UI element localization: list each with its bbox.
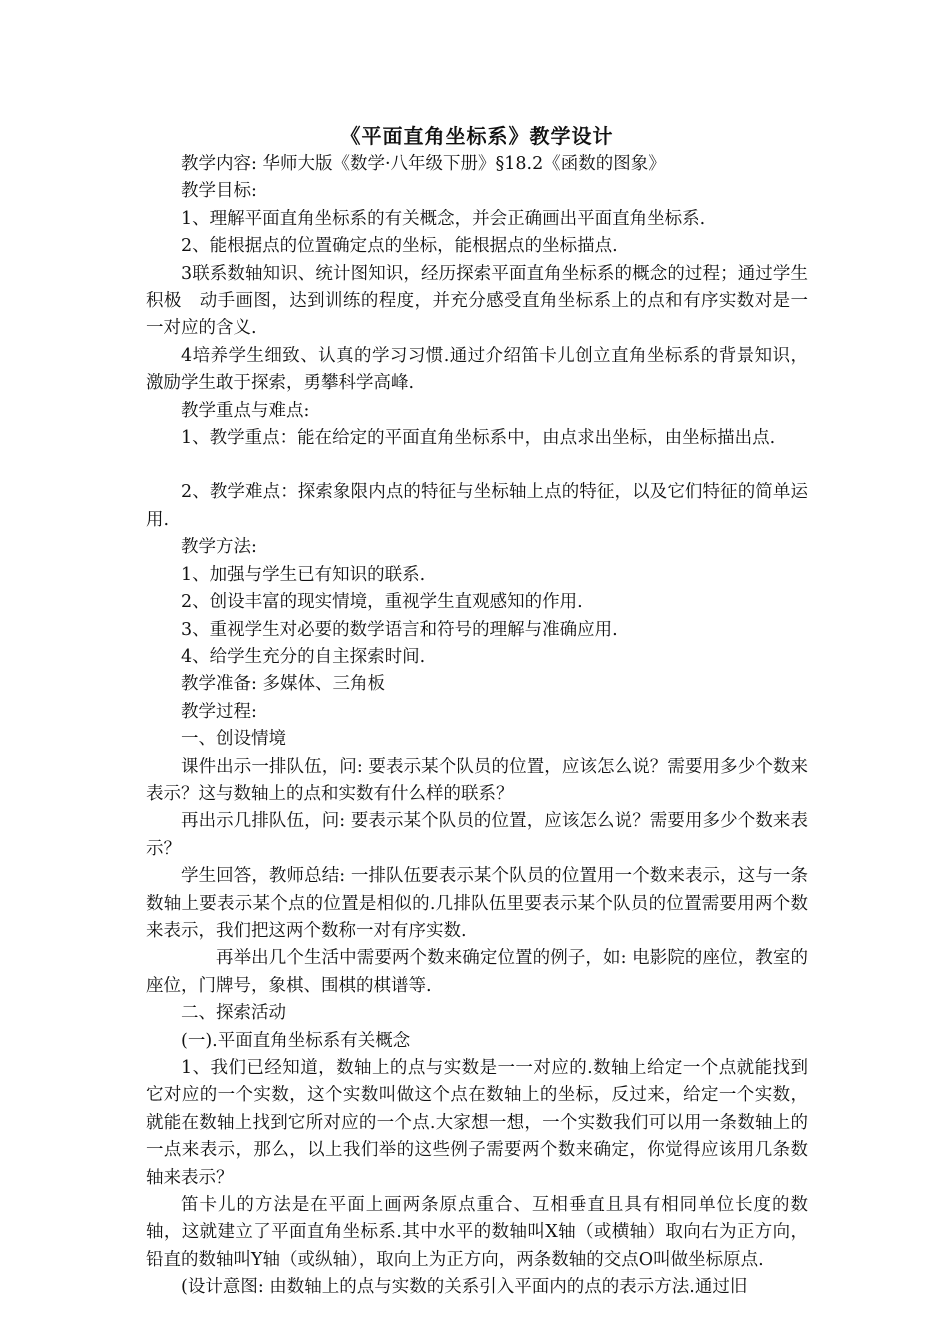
goal-item-4: 4培养学生细致、认真的学习习惯.通过介绍笛卡儿创立直角坐标系的背景知识，激励学生敢于探索，勇攀科学高峰.: [146, 345, 808, 394]
section-heading-process: 教学过程:: [181, 701, 257, 722]
scenario-paragraph-4: 再举出几个生活中需要两个数来确定位置的例子，如: 电影院的座位，教室的座位，门牌号，象棋、围棋的棋谱等.: [146, 948, 808, 996]
difficulty-item: 2、教学难点：探索象限内点的特征与坐标轴上点的特征，以及它们特征的简单运用.: [146, 482, 808, 530]
scenario-paragraph-2: 再出示几排队伍，问: 要表示某个队员的位置，应该怎么说？需要用多少个数来表示？: [146, 811, 808, 859]
explore-paragraph-2: 笛卡儿的方法是在平面上画两条原点重合、互相垂直且具有相同单位长度的数轴，这就建立了平面直角坐标系.其中水平的数轴叫X轴（或横轴）取向右为正方向，铅直的数轴叫Y轴（或纵轴），取向上为正方向，两条数轴的交点O叫做坐标原点.: [146, 1195, 808, 1270]
section-heading-key-points: 教学重点与难点:: [181, 400, 310, 421]
subsection-heading-explore: 二、探索活动: [181, 1003, 286, 1024]
document-title: 《平面直角坐标系》教学设计: [340, 124, 614, 148]
scenario-paragraph-1: 课件出示一排队伍，问: 要表示某个队员的位置，应该怎么说？需要用多少个数来表示？这与数轴上的点和实数有什么样的联系？: [146, 756, 808, 804]
goal-item-1: 1、理解平面直角坐标系的有关概念，并会正确画出平面直角坐标系.: [181, 208, 706, 229]
scenario-paragraph-3: 学生回答，教师总结: 一排队伍要表示某个队员的位置用一个数来表示，这与一条数轴上要表示某个点的位置是相似的.几排队伍里要表示某个队员的位置需要用两个数来表示，我们把这两个数称一对有序实数.: [146, 866, 808, 941]
goal-item-3: 3联系数轴知识、统计图知识，经历探索平面直角坐标系的概念的过程；通过学生积极 动手画图，达到训练的程度，并充分感受直角坐标系上的点和有序实数对是一一对应的含义.: [146, 263, 808, 339]
subsection-heading-scenario: 一、创设情境: [181, 729, 286, 750]
design-intent-paragraph: (设计意图: 由数轴上的点与实数的关系引入平面内的点的表示方法.通过旧: [181, 1277, 748, 1298]
goal-item-2: 2、能根据点的位置确定点的坐标，能根据点的坐标描点.: [181, 236, 618, 257]
explore-paragraph-1: 1、我们已经知道，数轴上的点与实数是一一对应的.数轴上给定一个点就能找到它对应的一个实数，这个实数叫做这个点在数轴上的坐标，反过来，给定一个实数，就能在数轴上找到它所对应的一个点.大家想一想，一个实数我们可以用一条数轴上的一点来表示，那么，以上我们举的这些例子需要两个数来确定，你觉得应该用几条数轴来表示？: [146, 1058, 808, 1188]
key-point-item: 1、教学重点：能在给定的平面直角坐标系中，由点求出坐标，由坐标描出点.: [181, 428, 776, 449]
teaching-content: 教学内容: 华师大版《数学·八年级下册》§18.2《函数的图象》: [181, 154, 666, 174]
teaching-preparation: 教学准备: 多媒体、三角板: [181, 674, 385, 695]
method-item-3: 3、重视学生对必要的数学语言和符号的理解与准确应用.: [181, 619, 618, 640]
method-item-2: 2、创设丰富的现实情境，重视学生直观感知的作用.: [181, 592, 583, 613]
method-item-4: 4、给学生充分的自主探索时间.: [181, 646, 426, 667]
method-item-1: 1、加强与学生已有知识的联系.: [181, 564, 426, 585]
subsection-heading-concepts: (一).平面直角坐标系有关概念: [181, 1030, 411, 1051]
section-heading-goals: 教学目标:: [181, 181, 257, 202]
document-page: [146, 121, 808, 1302]
section-heading-methods: 教学方法:: [181, 537, 257, 558]
